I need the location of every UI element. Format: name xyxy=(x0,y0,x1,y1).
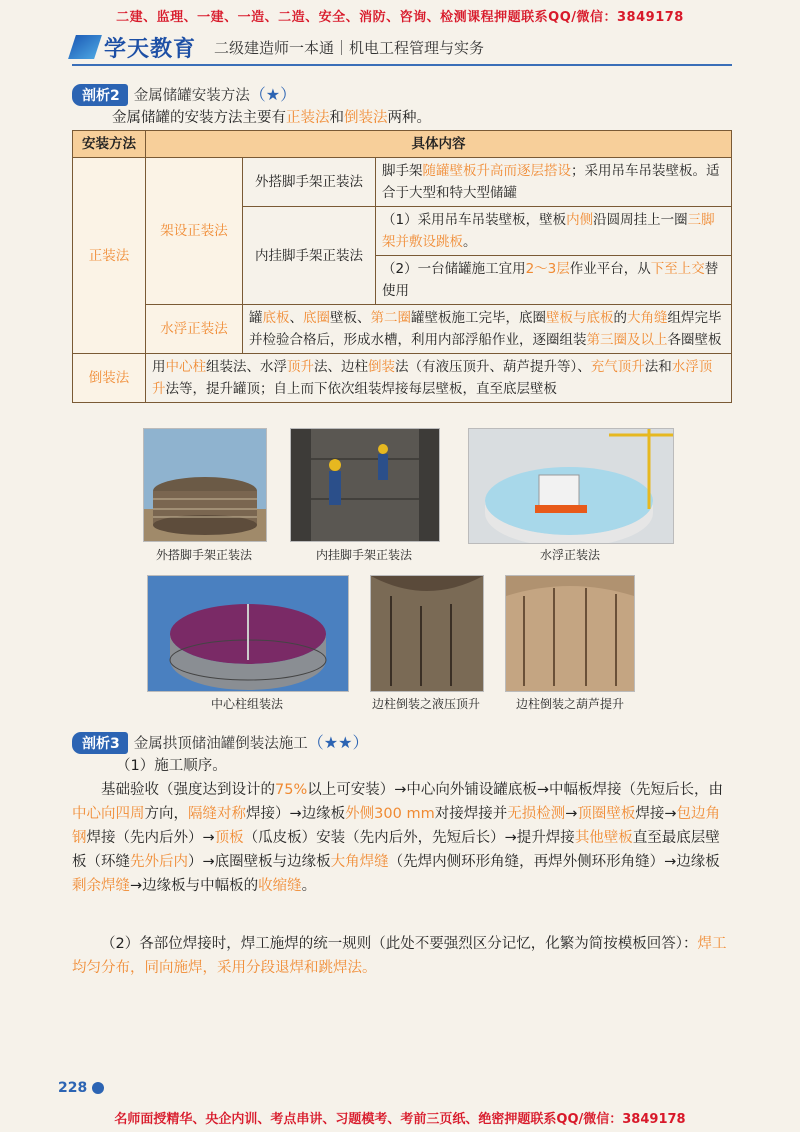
book-subtitle: 二级建造师一本通｜机电工程管理与实务 xyxy=(214,39,485,57)
sub-jiashe: 架设正装法 xyxy=(146,158,243,305)
caption-zhongxinzhu: 中心柱组装法 xyxy=(210,697,283,711)
text-waida: 脚手架随罐壁板升高而逐层搭设；采用吊车吊装壁板。适合于大型和特大型储罐 xyxy=(376,158,732,207)
page-number: 228 xyxy=(58,1080,104,1096)
photo-waida xyxy=(143,428,267,542)
caption-hulu: 边柱倒装之葫芦提升 xyxy=(515,697,624,711)
text-shuifu: 罐底板、底圈壁板、第二圈罐壁板施工完毕，底圈壁板与底板的大角缝组焊完毕并检验合格后，形成水槽，利用内部浮船作业，逐圈组装第三圈及以上各圈壁板 xyxy=(243,305,732,354)
section3-stars: （★★） xyxy=(307,733,369,752)
section2-heading xyxy=(72,82,296,106)
section2-stars: （★） xyxy=(249,85,297,104)
item2-body: （2）各部位焊接时，焊工施焊的统一规则（此处不要强烈区分记忆，化繁为简按模板回答）：焊工均匀分布，同向施焊，采用分段退焊和跳焊法。 xyxy=(72,936,727,976)
section2-intro: 金属储罐的安装方法主要有正装法和倒装法两种。 xyxy=(112,110,431,126)
caption-shuifu: 水浮正装法 xyxy=(539,548,600,562)
method-zhengzhuang: 正装法 xyxy=(73,158,146,354)
section2-tag: 剖析2 xyxy=(72,84,128,106)
item1-body: 基础验收（强度达到设计的75%以上可安装）→中心向外铺设罐底板→中幅板焊接（先短后长，由中心向四周方向，隔缝对称焊接）→边缘板外侧300 mm对接焊接并无损检测→顶圈壁板焊接→包边角钢焊接（先内后外）→顶板（瓜皮板）安装（先内后外，先短后长）→提升焊接其他壁板直至最底层壁板（环缝先外后内）→底圈壁板与边缘板大角焊缝（先焊内侧环形角缝，再焊外侧环形角缝）→边缘板剩余焊缝→边缘板与中幅板的收缩缝。 xyxy=(72,782,724,894)
method-daozhuang: 倒装法 xyxy=(73,354,146,403)
photo-zhongxinzhu xyxy=(147,575,349,692)
photo-yeyadingsheng xyxy=(370,575,484,692)
page-arrow-icon xyxy=(92,1082,104,1094)
bottom-banner: 名师面授精华、央企内训、考点串讲、习题模考、考前三页纸、绝密押题联系QQ/微信：3849178 xyxy=(114,1112,686,1127)
sub-shuifu: 水浮正装法 xyxy=(146,305,243,354)
item1-title: （1）施工顺序。 xyxy=(116,758,227,774)
caption-neigua: 内挂脚手架正装法 xyxy=(315,548,412,562)
table-header-method: 安装方法 xyxy=(73,131,146,158)
kind-waida: 外搭脚手架正装法 xyxy=(243,158,376,207)
section2-title: 金属储罐安装方法 xyxy=(133,88,250,104)
logo-text: 学天教育 xyxy=(104,36,197,62)
section3-heading xyxy=(72,730,368,754)
photo-shuifu xyxy=(468,428,674,544)
text-neigua-1: （1）采用吊车吊装壁板，壁板内侧沿圆周挂上一圈三脚架并敷设跳板。 xyxy=(376,207,732,256)
text-neigua-2: （2）一台储罐施工宜用2～3层作业平台，从下至上交替使用 xyxy=(376,256,732,305)
section3-tag: 剖析3 xyxy=(72,732,128,754)
brand-logo xyxy=(72,32,196,62)
photo-neigua xyxy=(290,428,440,542)
install-methods-table xyxy=(72,130,732,403)
logo-icon xyxy=(68,35,102,59)
table-header-content: 具体内容 xyxy=(146,131,732,158)
top-banner: 二建、监理、一建、一造、二造、安全、消防、咨询、检测课程押题联系QQ/微信：3849178 xyxy=(116,10,684,25)
kind-neigua: 内挂脚手架正装法 xyxy=(243,207,376,305)
caption-yeya: 边柱倒装之液压顶升 xyxy=(371,697,480,711)
section3-title: 金属拱顶储油罐倒装法施工 xyxy=(133,736,308,752)
text-daozhuang: 用中心柱组装法、水浮顶升法、边柱倒装法（有液压顶升、葫芦提升等）、充气顶升法和水浮顶升法等，提升罐顶；自上而下依次组装焊接每层壁板，直至底层壁板 xyxy=(146,354,732,403)
photo-hulutisheng xyxy=(505,575,635,692)
caption-waida: 外搭脚手架正装法 xyxy=(155,548,252,562)
header-divider xyxy=(72,64,732,66)
